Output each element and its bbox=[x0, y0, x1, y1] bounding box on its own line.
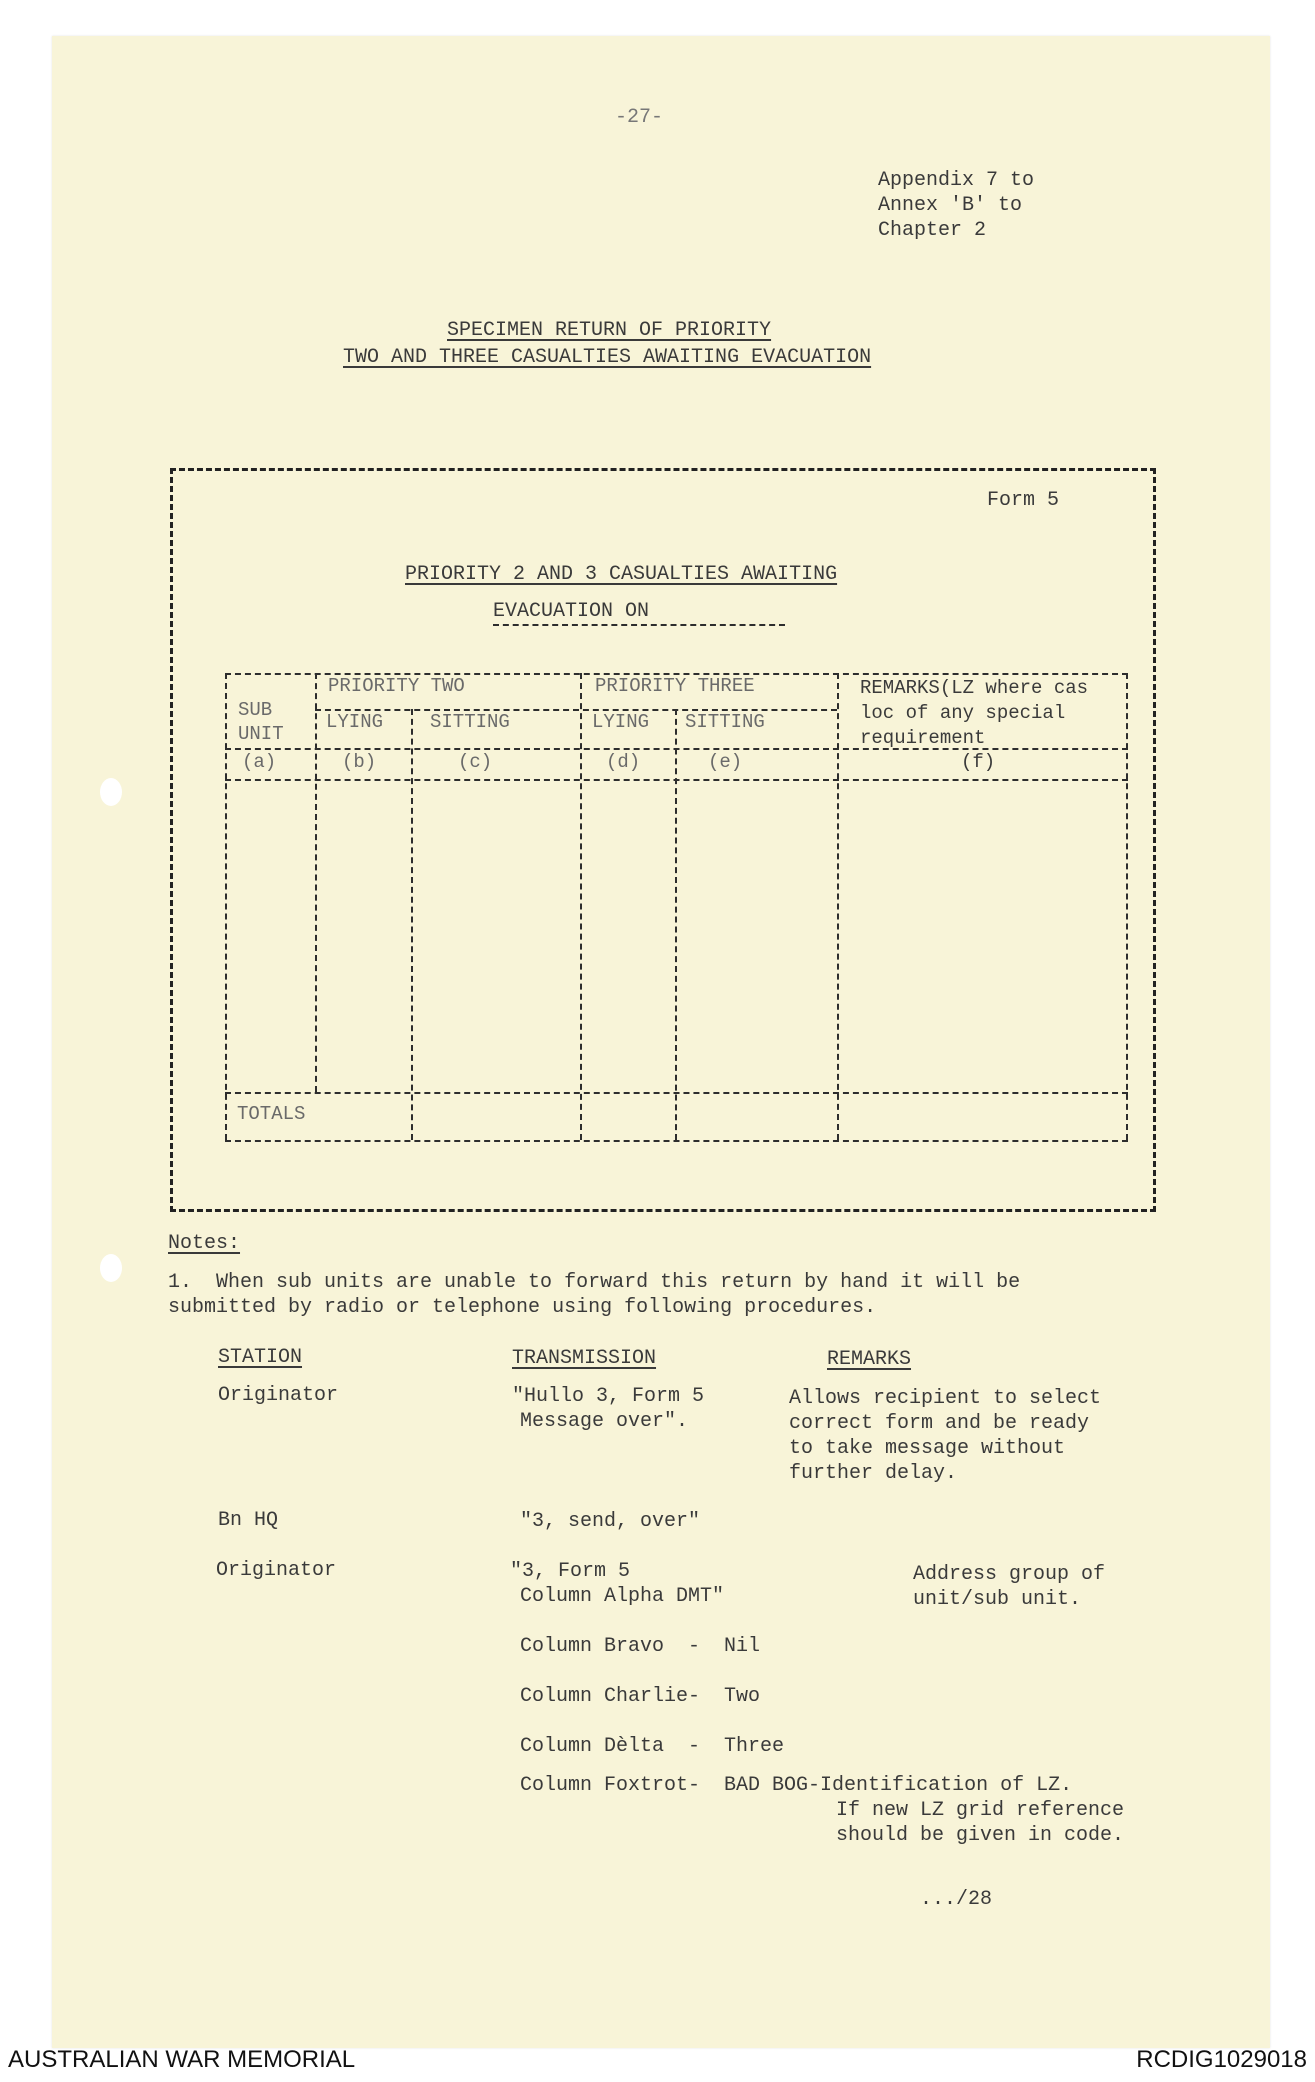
row2-station: Bn HQ bbox=[218, 1509, 279, 1532]
appendix-line-1: Appendix 7 to bbox=[878, 169, 1035, 192]
column-delta: Column Dèlta - Three bbox=[520, 1735, 785, 1758]
date-fill-line bbox=[493, 624, 785, 626]
procedure-header-station: STATION bbox=[218, 1346, 303, 1369]
row3-transmission-1: "3, Form 5 bbox=[510, 1560, 631, 1583]
procedure-header-remarks: REMARKS bbox=[827, 1348, 912, 1371]
footer-record-id: RCDIG1029018 bbox=[1136, 2046, 1307, 2073]
title-line-2: TWO AND THREE CASUALTIES AWAITING EVACUATION bbox=[343, 346, 872, 369]
table-bottom-rule bbox=[225, 1140, 1128, 1142]
letter-c: (c) bbox=[458, 751, 493, 773]
header-priority-three: PRIORITY THREE bbox=[595, 675, 755, 697]
appendix-line-2: Annex 'B' to bbox=[878, 194, 1023, 217]
row1-station: Originator bbox=[218, 1384, 339, 1407]
row2-transmission: "3, send, over" bbox=[520, 1510, 701, 1533]
col-rule-a bbox=[315, 673, 317, 1092]
row1-remarks-2: correct form and be ready bbox=[789, 1412, 1090, 1435]
letter-e: (e) bbox=[708, 751, 743, 773]
title-line-1: SPECIMEN RETURN OF PRIORITY bbox=[447, 319, 772, 342]
col-rule-d bbox=[675, 709, 677, 1140]
header-sub-unit-1: SUB bbox=[238, 699, 273, 721]
row1-remarks-3: to take message without bbox=[789, 1437, 1066, 1460]
col-rule-left bbox=[225, 673, 227, 1140]
row1-transmission-2: Message over". bbox=[520, 1410, 689, 1433]
page-number: -27- bbox=[615, 106, 664, 129]
row3-remarks-1: Address group of bbox=[913, 1563, 1106, 1586]
column-charlie: Column Charlie- Two bbox=[520, 1685, 761, 1708]
letter-b: (b) bbox=[342, 751, 377, 773]
header-remarks-3: requirement bbox=[860, 727, 986, 749]
row1-remarks-4: further delay. bbox=[789, 1462, 958, 1485]
procedure-header-transmission: TRANSMISSION bbox=[512, 1347, 657, 1370]
punch-hole bbox=[100, 1254, 122, 1282]
punch-hole bbox=[100, 778, 122, 806]
col-rule-e bbox=[837, 673, 839, 1140]
form-number: Form 5 bbox=[987, 489, 1060, 512]
totals-label: TOTALS bbox=[237, 1103, 306, 1125]
header-remarks-2: loc of any special bbox=[860, 702, 1066, 724]
row3-transmission-2: Column Alpha DMT" bbox=[520, 1585, 725, 1608]
letter-f: (f) bbox=[961, 751, 996, 773]
row3-station: Originator bbox=[216, 1559, 337, 1582]
header-remarks-1: REMARKS(LZ where cas bbox=[860, 677, 1089, 699]
letter-a: (a) bbox=[242, 751, 277, 773]
footer-archive-name: AUSTRALIAN WAR MEMORIAL bbox=[8, 2046, 356, 2073]
continuation-marker: .../28 bbox=[920, 1888, 993, 1911]
notes-heading: Notes: bbox=[168, 1232, 241, 1255]
header-lying-two: LYING bbox=[326, 711, 384, 733]
row3-remarks-2: unit/sub unit. bbox=[913, 1588, 1082, 1611]
header-sitting-two: SITTING bbox=[430, 711, 510, 733]
row1-transmission-1: "Hullo 3, Form 5 bbox=[512, 1385, 705, 1408]
header-sitting-three: SITTING bbox=[685, 711, 765, 733]
header-priority-two: PRIORITY TWO bbox=[328, 675, 465, 697]
form-heading-line-1: PRIORITY 2 AND 3 CASUALTIES AWAITING bbox=[405, 563, 838, 586]
col-rule-c bbox=[580, 673, 582, 1140]
header-sub-unit-2: UNIT bbox=[238, 723, 284, 745]
column-bravo: Column Bravo - Nil bbox=[520, 1635, 761, 1658]
header-lying-three: LYING bbox=[592, 711, 650, 733]
column-foxtrot-3: should be given in code. bbox=[836, 1824, 1125, 1847]
appendix-line-3: Chapter 2 bbox=[878, 219, 987, 242]
col-rule-right bbox=[1126, 673, 1128, 1140]
form-heading-line-2: EVACUATION ON bbox=[493, 600, 650, 623]
letter-d: (d) bbox=[606, 751, 641, 773]
note-1-line-1: 1. When sub units are unable to forward this return by hand it will be bbox=[168, 1271, 1021, 1294]
column-foxtrot-1: Column Foxtrot- BAD BOG-Identification of LZ. bbox=[520, 1774, 1073, 1797]
column-foxtrot-2: If new LZ grid reference bbox=[836, 1799, 1125, 1822]
note-1-line-2: submitted by radio or telephone using following procedures. bbox=[168, 1296, 877, 1319]
row1-remarks-1: Allows recipient to select bbox=[789, 1387, 1102, 1410]
col-rule-b bbox=[411, 709, 413, 1140]
